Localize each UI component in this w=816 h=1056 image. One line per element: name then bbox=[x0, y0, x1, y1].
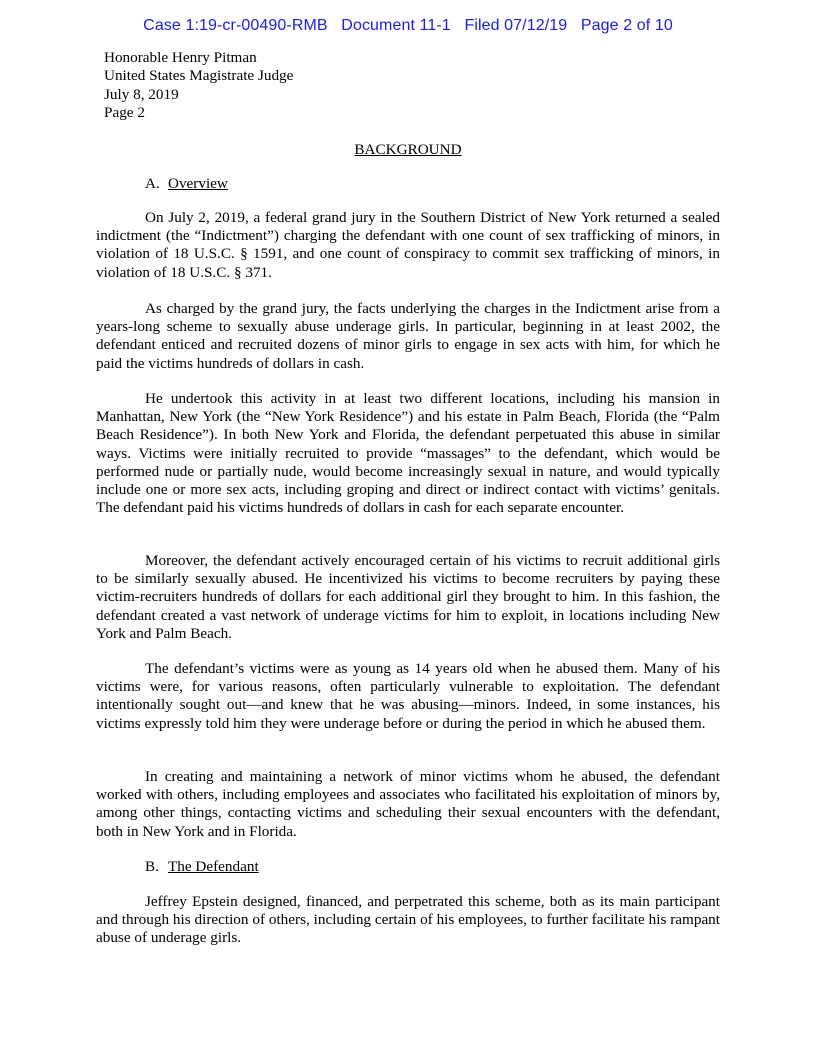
subsection-title: The Defendant bbox=[168, 858, 259, 875]
addressee-block bbox=[104, 49, 293, 123]
court-filing-header: Case 1:19-cr-00490-RMB Document 11-1 Filed 07/12/19 Page 2 of 10 bbox=[143, 17, 673, 34]
page-number: Page 2 bbox=[104, 104, 145, 122]
addressee-name: Honorable Henry Pitman bbox=[104, 49, 257, 66]
paragraph: On July 2, 2019, a federal grand jury in the Southern District of New York returned a sealed indictment (the “Indictment”) charging the defendant with one count of sex trafficking of minors, in violation of 18 U.S.C. § 1591, and one count of conspiracy to commit sex trafficking of minors, in violation of 18 U.S.C. § 371. bbox=[96, 209, 720, 281]
paragraph: Moreover, the defendant actively encouraged certain of his victims to recruit additional girls to be similarly sexually abused. He incentivized his victims to become recruiters by paying these victim-recruiters hundreds of dollars for each additional girl they brought to him. In this fashion, the defendant created a vast network of underage victims for him to exploit, in locations including New York and Palm Beach. bbox=[96, 552, 720, 642]
letter-date: July 8, 2019 bbox=[104, 85, 179, 103]
subsection-heading-defendant bbox=[145, 858, 259, 876]
subsection-heading-overview bbox=[145, 175, 228, 193]
addressee-title: United States Magistrate Judge bbox=[104, 67, 294, 85]
paragraph: The defendant’s victims were as young as 14 years old when he abused them. Many of his victims were, for various reasons, often particularly vulnerable to exploitation. The defendant intentionally sought out—and knew that he was abusing—minors. Indeed, in some instances, his victims expressly told him they were underage before or during the period in which he abused them. bbox=[96, 660, 720, 732]
paragraph: In creating and maintaining a network of minor victims whom he abused, the defendant worked with others, including employees and associates who facilitated his exploitation of minors by, among other things, contacting victims and scheduling their sexual encounters with the defendant, both in New York and in Florida. bbox=[96, 768, 720, 840]
section-title: BACKGROUND bbox=[354, 141, 462, 158]
paragraph: Jeffrey Epstein designed, financed, and perpetrated this scheme, both as its main participant and through his direction of others, including certain of his employees, to further facilitate his rampant abuse of underage girls. bbox=[96, 893, 720, 947]
subsection-letter: B. bbox=[145, 858, 159, 875]
subsection-title: Overview bbox=[168, 175, 228, 192]
paragraph: He undertook this activity in at least two different locations, including his mansion in Manhattan, New York (the “New York Residence”) and his estate in Palm Beach, Florida (the “Palm Beach Residence”). In both New York and Florida, the defendant perpetuated this abuse in similar ways. Victims were initially recruited to provide “massages” to the defendant, which would be performed nude or partially nude, would become increasingly sexual in nature, and would typically include one or more sex acts, including groping and direct or indirect contact with victims’ genitals. The defendant paid his victims hundreds of dollars in cash for each separate encounter. bbox=[96, 390, 720, 517]
paragraph: As charged by the grand jury, the facts underlying the charges in the Indictment arise from a years-long scheme to sexually abuse underage girls. In particular, beginning in at least 2002, the defendant enticed and recruited dozens of minor girls to engage in sex acts with him, for which he paid the victims hundreds of dollars in cash. bbox=[96, 300, 720, 372]
subsection-letter: A. bbox=[145, 175, 160, 192]
